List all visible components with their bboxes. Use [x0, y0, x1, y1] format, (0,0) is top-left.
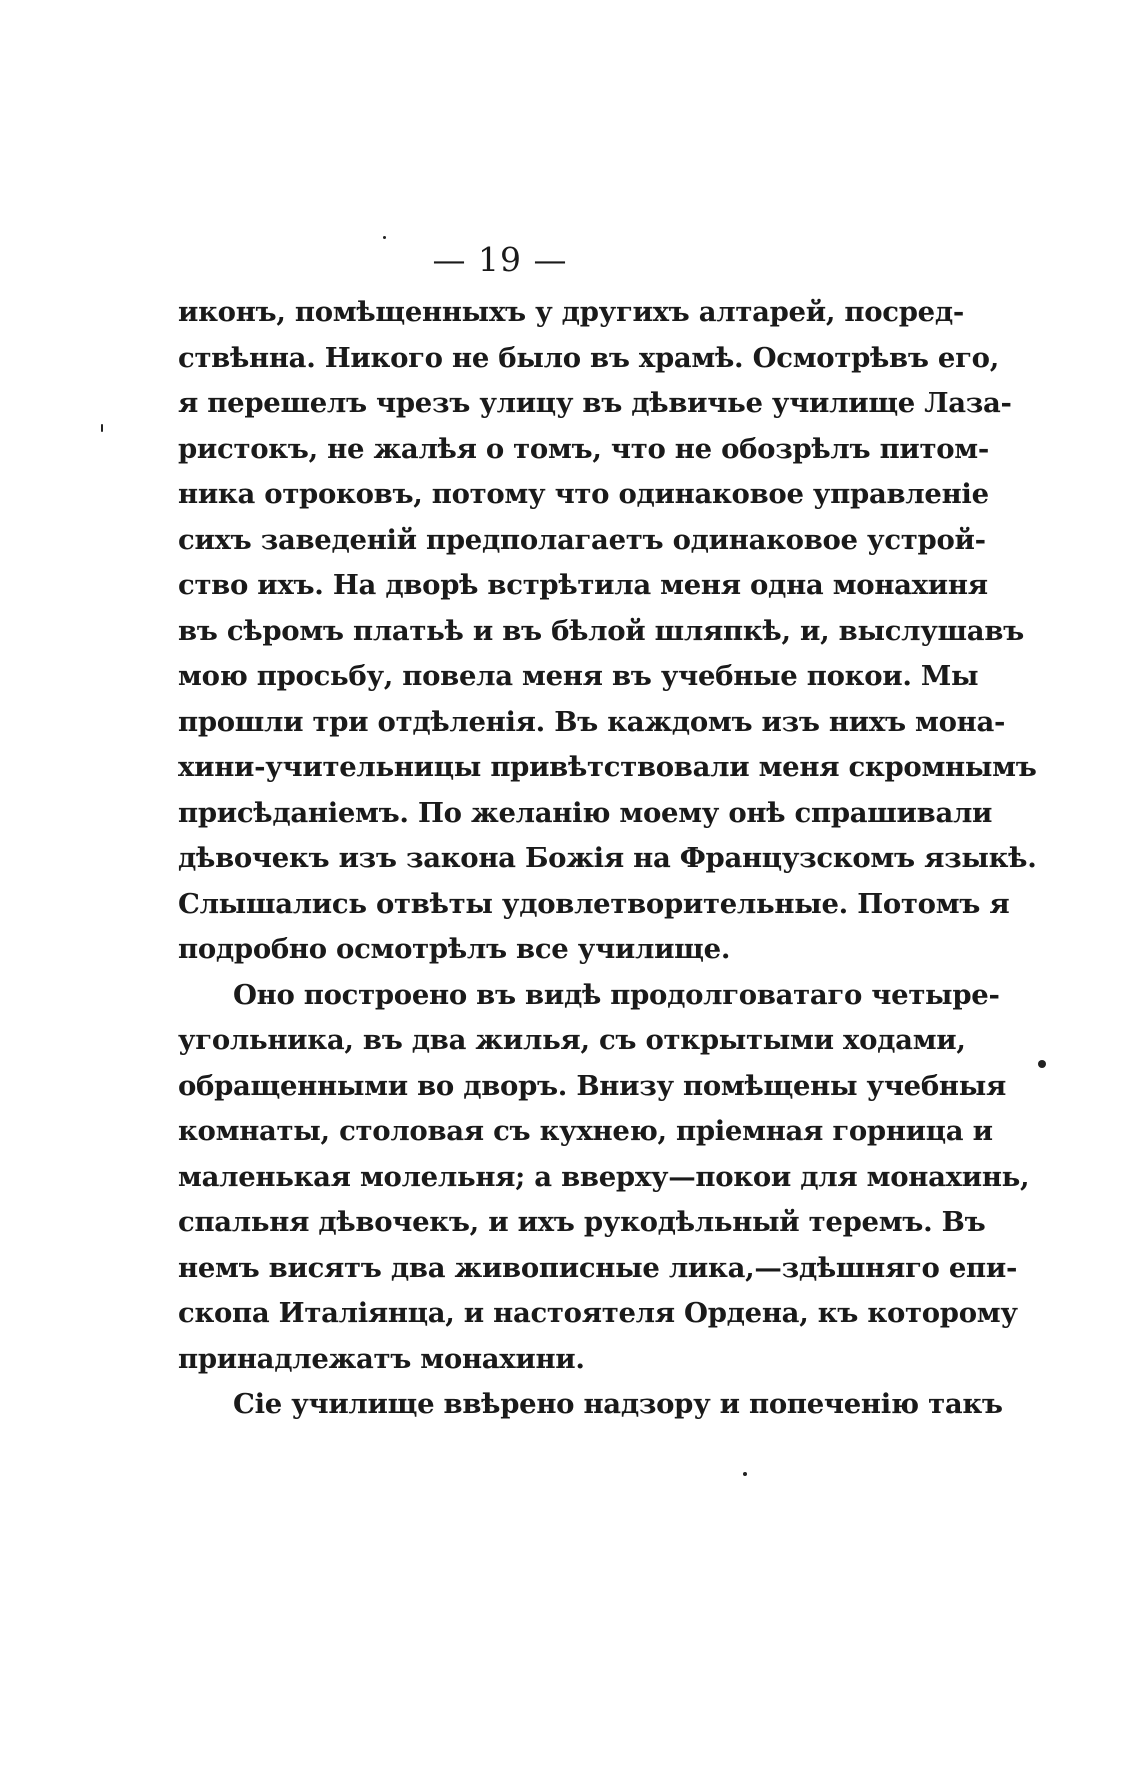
- text-line: хини-учительницы привѣтствовали меня скромнымъ: [178, 751, 1037, 783]
- text-line: присѣданіемъ. По желанію моему онѣ спрашивали: [178, 796, 993, 829]
- text-line: прошли три отдѣленія. Въ каждомъ изъ нихъ мона-: [178, 705, 1006, 738]
- paragraph-2: [178, 973, 1030, 1383]
- text-line: ристокъ, не жалѣя о томъ, что не обозрѣлъ питом-: [178, 432, 989, 465]
- text-line: принадлежатъ монахини.: [178, 1342, 585, 1375]
- scan-speck: [1038, 1060, 1046, 1068]
- text-line: комнаты, столовая съ кухнею, пріемная горница и: [178, 1115, 993, 1147]
- text-line: немъ висятъ два живописные лика,—здѣшняго епи-: [178, 1251, 1018, 1284]
- scan-speck: [101, 424, 103, 432]
- text-line: скопа Италіянца, и настоятеля Ордена, къ которому: [178, 1297, 1018, 1329]
- text-line: мою просьбу, повела меня въ учебные покои. Мы: [178, 660, 979, 692]
- page-number: — 19 —: [432, 240, 568, 279]
- text-line: обращенными во дворъ. Внизу помѣщены учебныя: [178, 1069, 1007, 1102]
- text-line: подробно осмотрѣлъ все училище.: [178, 933, 731, 965]
- text-line: ство ихъ. На дворѣ встрѣтила меня одна монахиня: [178, 569, 988, 601]
- text-line: угольника, въ два жилья, съ открытыми ходами,: [178, 1024, 966, 1056]
- text-line: спальня дѣвочекъ, и ихъ рукодѣльный теремъ. Въ: [178, 1206, 986, 1238]
- text-line: я перешелъ чрезъ улицу въ дѣвичье училище Лаза-: [178, 387, 1012, 419]
- text-line: дѣвочекъ изъ закона Божія на Французскомъ языкѣ.: [178, 842, 1037, 874]
- text-line: иконъ, помѣщенныхъ у другихъ алтарей, посред-: [178, 296, 964, 328]
- text-line: Сіе училище ввѣрено надзору и попеченію такъ: [233, 1388, 1003, 1420]
- body-text: [178, 290, 1037, 1428]
- text-line: ствѣнна. Никого не было въ храмѣ. Осмотрѣвъ его,: [178, 341, 999, 374]
- text-line: сихъ заведеній предполагаетъ одинаковое устрой-: [178, 523, 986, 556]
- paragraph-3: [178, 1382, 1003, 1428]
- scan-speck: [383, 236, 386, 239]
- text-line: ника отроковъ, потому что одинаковое управленіе: [178, 478, 989, 510]
- text-line: Оно построено въ видѣ продолговатаго четыре-: [233, 978, 1000, 1011]
- text-line: въ сѣромъ платьѣ и въ бѣлой шляпкѣ, и, выслушавъ: [178, 614, 1024, 647]
- scan-speck: [743, 1472, 747, 1476]
- text-line: маленькая молельня; а вверху—покои для монахинь,: [178, 1160, 1030, 1193]
- paragraph-1: [178, 290, 1037, 973]
- text-line: Слышались отвѣты удовлетворительные. Потомъ я: [178, 887, 1010, 920]
